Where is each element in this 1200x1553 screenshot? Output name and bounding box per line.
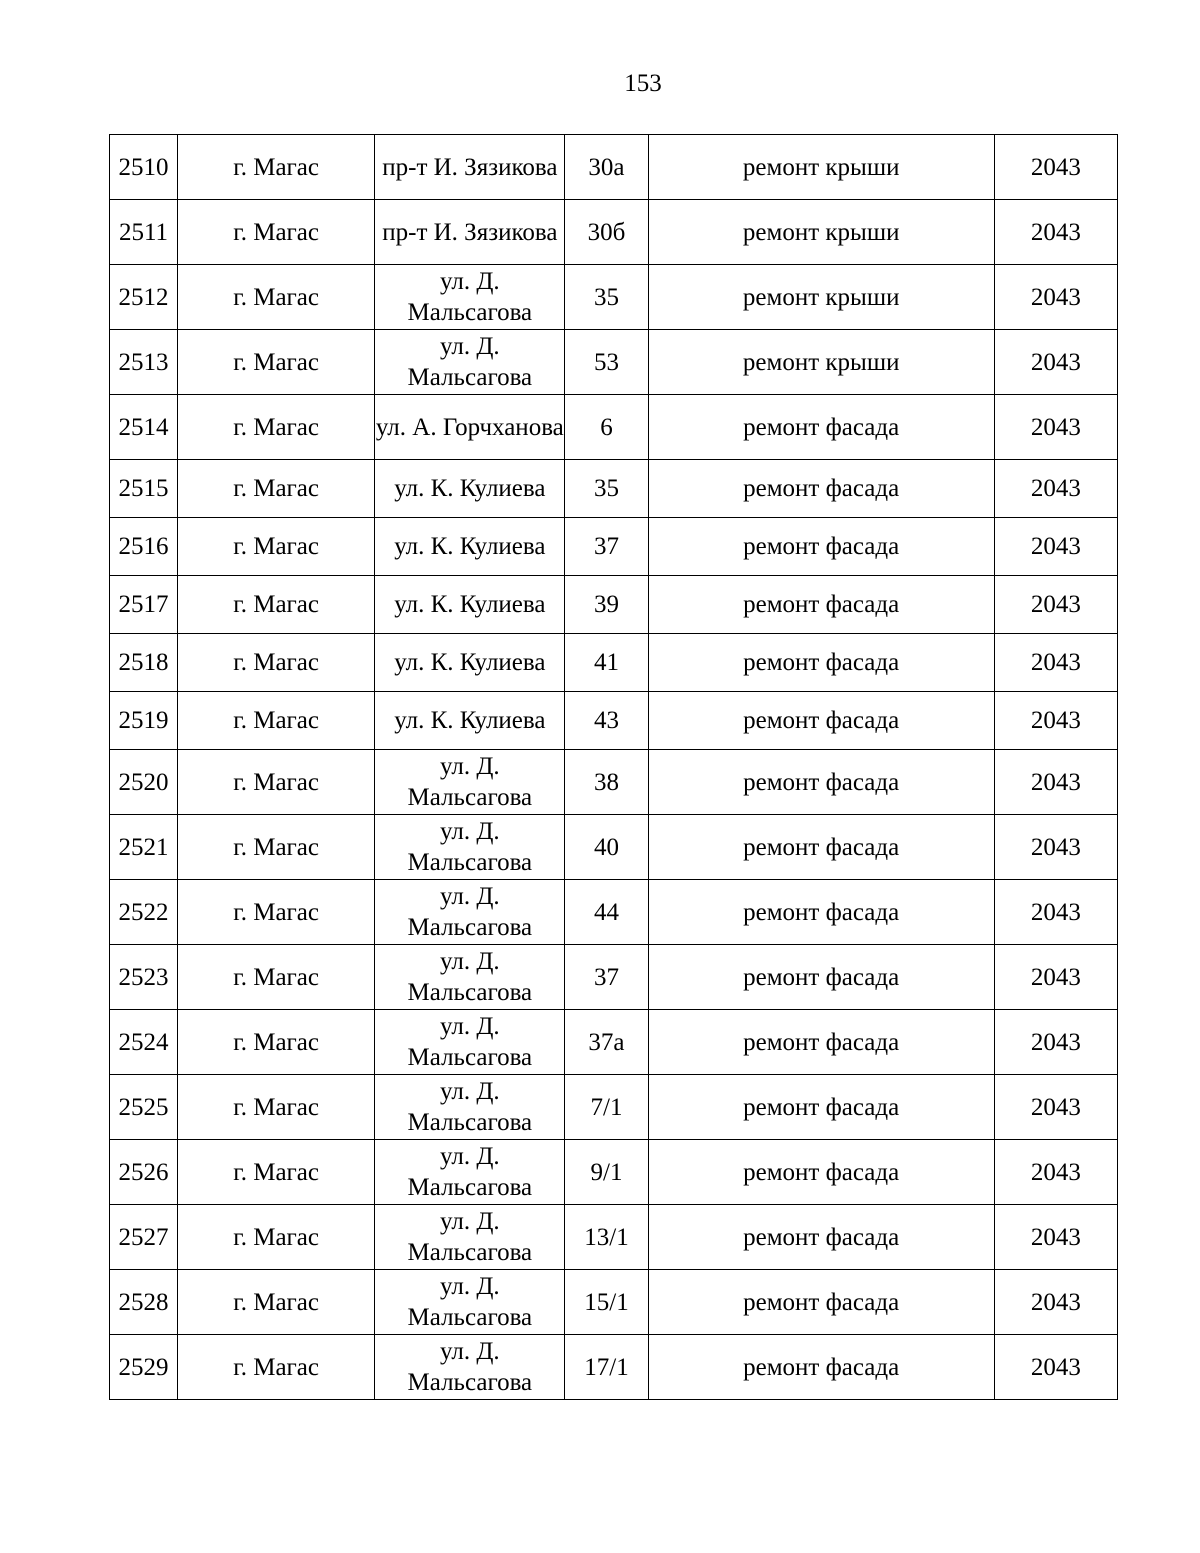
street-cell bbox=[375, 460, 565, 518]
house-number-cell: 39 bbox=[565, 576, 648, 634]
row-number-cell: 2525 bbox=[110, 1075, 178, 1140]
table-row bbox=[110, 815, 1118, 880]
house-number-cell: 30а bbox=[565, 135, 648, 200]
table-row bbox=[110, 692, 1118, 750]
work-type-cell: ремонт фасада bbox=[648, 880, 994, 945]
table-row bbox=[110, 395, 1118, 460]
street-cell bbox=[375, 1140, 565, 1205]
house-number-cell: 9/1 bbox=[565, 1140, 648, 1205]
table-row bbox=[110, 135, 1118, 200]
work-type-cell: ремонт фасада bbox=[648, 1140, 994, 1205]
table-row bbox=[110, 1010, 1118, 1075]
row-number-cell: 2513 bbox=[110, 330, 178, 395]
street-text: ул. Д. Мальсагова bbox=[407, 948, 533, 1006]
city-cell: г. Магас bbox=[178, 1205, 375, 1270]
row-number-cell: 2514 bbox=[110, 395, 178, 460]
year-cell: 2043 bbox=[994, 1140, 1117, 1205]
house-number-cell: 13/1 bbox=[565, 1205, 648, 1270]
table-row bbox=[110, 945, 1118, 1010]
house-number-cell: 37а bbox=[565, 1010, 648, 1075]
street-text: ул. Д. Мальсагова bbox=[407, 1273, 533, 1331]
city-cell: г. Магас bbox=[178, 576, 375, 634]
table-row bbox=[110, 750, 1118, 815]
house-number-cell: 30б bbox=[565, 200, 648, 265]
table-row bbox=[110, 634, 1118, 692]
row-number-cell: 2519 bbox=[110, 692, 178, 750]
row-number-cell: 2518 bbox=[110, 634, 178, 692]
city-cell: г. Магас bbox=[178, 135, 375, 200]
street-text: ул. К. Кулиева bbox=[394, 591, 546, 618]
street-cell bbox=[375, 1075, 565, 1140]
city-cell: г. Магас bbox=[178, 1270, 375, 1335]
house-number-cell: 38 bbox=[565, 750, 648, 815]
row-number-cell: 2511 bbox=[110, 200, 178, 265]
city-cell: г. Магас bbox=[178, 395, 375, 460]
street-text: ул. Д. Мальсагова bbox=[407, 1208, 533, 1266]
work-type-cell: ремонт крыши bbox=[648, 135, 994, 200]
house-number-cell: 43 bbox=[565, 692, 648, 750]
city-cell: г. Магас bbox=[178, 815, 375, 880]
street-text: ул. Д. Мальсагова bbox=[407, 333, 533, 391]
row-number-cell: 2510 bbox=[110, 135, 178, 200]
work-type-cell: ремонт крыши bbox=[648, 330, 994, 395]
city-cell: г. Магас bbox=[178, 750, 375, 815]
street-cell bbox=[375, 945, 565, 1010]
work-type-cell: ремонт фасада bbox=[648, 692, 994, 750]
table-row bbox=[110, 265, 1118, 330]
work-type-cell: ремонт фасада bbox=[648, 460, 994, 518]
house-number-cell: 17/1 bbox=[565, 1335, 648, 1400]
year-cell: 2043 bbox=[994, 200, 1117, 265]
city-cell: г. Магас bbox=[178, 945, 375, 1010]
year-cell: 2043 bbox=[994, 330, 1117, 395]
year-cell: 2043 bbox=[994, 135, 1117, 200]
work-type-cell: ремонт фасада bbox=[648, 750, 994, 815]
street-text: ул. Д. Мальсагова bbox=[407, 818, 533, 876]
year-cell: 2043 bbox=[994, 265, 1117, 330]
street-text: ул. Д. Мальсагова bbox=[407, 753, 533, 811]
table-row bbox=[110, 1075, 1118, 1140]
street-text: ул. Д. Мальсагова bbox=[407, 1013, 533, 1071]
work-type-cell: ремонт фасада bbox=[648, 945, 994, 1010]
street-cell bbox=[375, 576, 565, 634]
street-cell bbox=[375, 1270, 565, 1335]
house-number-cell: 44 bbox=[565, 880, 648, 945]
street-cell bbox=[375, 815, 565, 880]
row-number-cell: 2527 bbox=[110, 1205, 178, 1270]
street-text: ул. Д. Мальсагова bbox=[407, 1338, 533, 1396]
page-number: 153 bbox=[624, 70, 662, 97]
street-text: ул. Д. Мальсагова bbox=[407, 883, 533, 941]
table-row bbox=[110, 518, 1118, 576]
street-cell bbox=[375, 634, 565, 692]
work-type-cell: ремонт фасада bbox=[648, 634, 994, 692]
table-row bbox=[110, 880, 1118, 945]
year-cell: 2043 bbox=[994, 1205, 1117, 1270]
street-text: ул. К. Кулиева bbox=[394, 533, 546, 560]
work-type-cell: ремонт фасада bbox=[648, 815, 994, 880]
work-type-cell: ремонт фасада bbox=[648, 1075, 994, 1140]
street-text: пр-т И. Зязикова bbox=[382, 153, 558, 181]
work-type-cell: ремонт фасада bbox=[648, 1205, 994, 1270]
year-cell: 2043 bbox=[994, 395, 1117, 460]
table-row bbox=[110, 1140, 1118, 1205]
street-cell bbox=[375, 518, 565, 576]
house-number-cell: 7/1 bbox=[565, 1075, 648, 1140]
house-number-cell: 15/1 bbox=[565, 1270, 648, 1335]
city-cell: г. Магас bbox=[178, 460, 375, 518]
work-type-cell: ремонт фасада bbox=[648, 518, 994, 576]
city-cell: г. Магас bbox=[178, 880, 375, 945]
row-number-cell: 2516 bbox=[110, 518, 178, 576]
row-number-cell: 2529 bbox=[110, 1335, 178, 1400]
year-cell: 2043 bbox=[994, 460, 1117, 518]
house-number-cell: 37 bbox=[565, 518, 648, 576]
table-row bbox=[110, 1270, 1118, 1335]
city-cell: г. Магас bbox=[178, 1335, 375, 1400]
city-cell: г. Магас bbox=[178, 200, 375, 265]
year-cell: 2043 bbox=[994, 1270, 1117, 1335]
year-cell: 2043 bbox=[994, 692, 1117, 750]
city-cell: г. Магас bbox=[178, 1140, 375, 1205]
row-number-cell: 2523 bbox=[110, 945, 178, 1010]
work-type-cell: ремонт крыши bbox=[648, 200, 994, 265]
work-type-cell: ремонт фасада bbox=[648, 1270, 994, 1335]
registry-table bbox=[109, 134, 1118, 1400]
row-number-cell: 2520 bbox=[110, 750, 178, 815]
house-number-cell: 41 bbox=[565, 634, 648, 692]
street-text: ул. Д. Мальсагова bbox=[407, 1143, 533, 1201]
street-cell bbox=[375, 1335, 565, 1400]
city-cell: г. Магас bbox=[178, 330, 375, 395]
street-text: ул. Д. Мальсагова bbox=[407, 1078, 533, 1136]
row-number-cell: 2524 bbox=[110, 1010, 178, 1075]
street-cell bbox=[375, 750, 565, 815]
work-type-cell: ремонт фасада bbox=[648, 576, 994, 634]
street-text: ул. Д. Мальсагова bbox=[407, 268, 533, 326]
year-cell: 2043 bbox=[994, 634, 1117, 692]
street-cell bbox=[375, 692, 565, 750]
city-cell: г. Магас bbox=[178, 1010, 375, 1075]
table-row bbox=[110, 330, 1118, 395]
street-cell bbox=[375, 330, 565, 395]
year-cell: 2043 bbox=[994, 945, 1117, 1010]
work-type-cell: ремонт фасада bbox=[648, 395, 994, 460]
house-number-cell: 37 bbox=[565, 945, 648, 1010]
house-number-cell: 53 bbox=[565, 330, 648, 395]
table-row bbox=[110, 1205, 1118, 1270]
row-number-cell: 2521 bbox=[110, 815, 178, 880]
table-row bbox=[110, 200, 1118, 265]
house-number-cell: 35 bbox=[565, 265, 648, 330]
street-cell bbox=[375, 265, 565, 330]
street-text: пр-т И. Зязикова bbox=[382, 218, 558, 246]
street-cell bbox=[375, 1010, 565, 1075]
street-text: ул. К. Кулиева bbox=[394, 649, 546, 676]
row-number-cell: 2517 bbox=[110, 576, 178, 634]
city-cell: г. Магас bbox=[178, 634, 375, 692]
city-cell: г. Магас bbox=[178, 1075, 375, 1140]
street-cell bbox=[375, 1205, 565, 1270]
year-cell: 2043 bbox=[994, 880, 1117, 945]
house-number-cell: 40 bbox=[565, 815, 648, 880]
table-row bbox=[110, 460, 1118, 518]
city-cell: г. Магас bbox=[178, 265, 375, 330]
work-type-cell: ремонт крыши bbox=[648, 265, 994, 330]
street-text: ул. К. Кулиева bbox=[394, 707, 546, 734]
street-cell bbox=[375, 395, 565, 460]
row-number-cell: 2522 bbox=[110, 880, 178, 945]
row-number-cell: 2515 bbox=[110, 460, 178, 518]
work-type-cell: ремонт фасада bbox=[648, 1010, 994, 1075]
street-cell bbox=[375, 200, 565, 265]
year-cell: 2043 bbox=[994, 1010, 1117, 1075]
city-cell: г. Магас bbox=[178, 692, 375, 750]
city-cell: г. Магас bbox=[178, 518, 375, 576]
year-cell: 2043 bbox=[994, 750, 1117, 815]
table-row bbox=[110, 576, 1118, 634]
registry-table-body bbox=[110, 135, 1118, 1400]
street-text: ул. К. Кулиева bbox=[394, 475, 546, 502]
row-number-cell: 2528 bbox=[110, 1270, 178, 1335]
row-number-cell: 2526 bbox=[110, 1140, 178, 1205]
year-cell: 2043 bbox=[994, 815, 1117, 880]
year-cell: 2043 bbox=[994, 518, 1117, 576]
house-number-cell: 6 bbox=[565, 395, 648, 460]
year-cell: 2043 bbox=[994, 576, 1117, 634]
house-number-cell: 35 bbox=[565, 460, 648, 518]
street-cell bbox=[375, 880, 565, 945]
work-type-cell: ремонт фасада bbox=[648, 1335, 994, 1400]
street-cell bbox=[375, 135, 565, 200]
row-number-cell: 2512 bbox=[110, 265, 178, 330]
year-cell: 2043 bbox=[994, 1075, 1117, 1140]
year-cell: 2043 bbox=[994, 1335, 1117, 1400]
table-row bbox=[110, 1335, 1118, 1400]
street-text: ул. А. Горчханова bbox=[375, 413, 564, 441]
